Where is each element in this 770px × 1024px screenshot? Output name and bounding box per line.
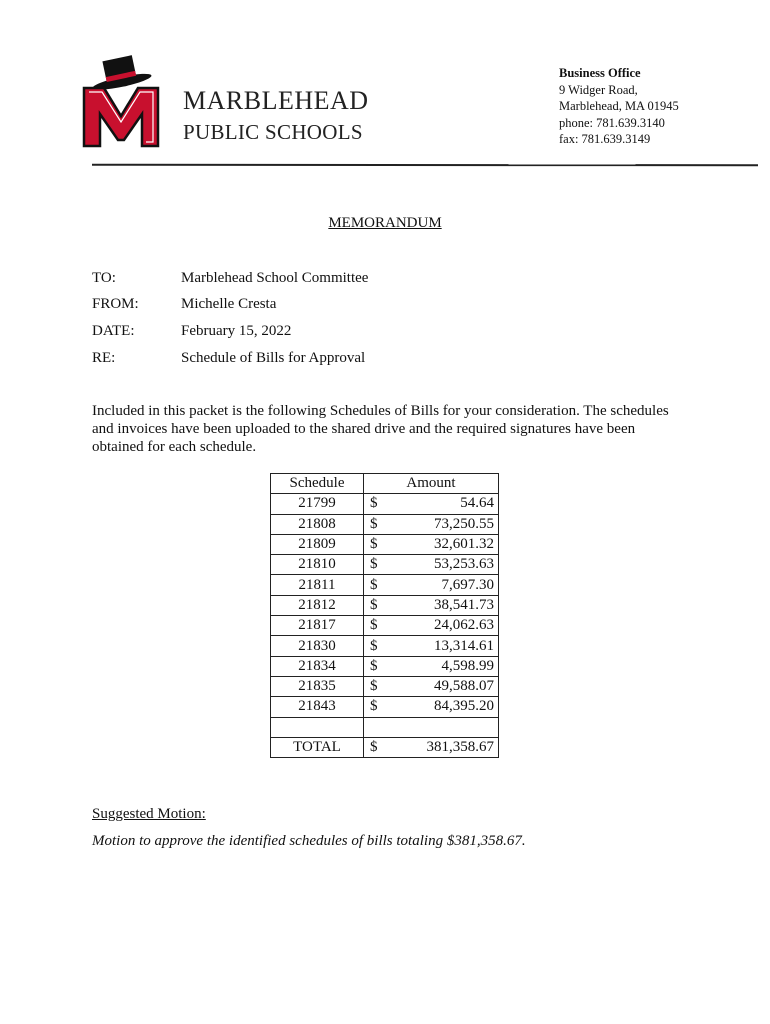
schedule-amount: 53,253.63 [394, 555, 499, 575]
table-total-row [271, 737, 499, 757]
currency-symbol: $ [364, 697, 395, 717]
table-spacer-row [271, 717, 499, 737]
memo-body-line: obtained for each schedule. [92, 439, 257, 455]
schedule-amount: 38,541.73 [394, 595, 499, 615]
from-value: Michelle Cresta [181, 296, 277, 312]
currency-symbol: $ [364, 636, 395, 656]
table-row [271, 697, 499, 717]
re-label: RE: [92, 350, 116, 366]
schedule-number: 21835 [271, 676, 364, 696]
currency-symbol: $ [364, 737, 395, 757]
schedule-amount: 54.64 [394, 494, 499, 514]
blank-cell [394, 717, 499, 737]
schedule-column-header: Schedule [271, 474, 364, 494]
currency-symbol: $ [364, 616, 395, 636]
schedule-amount: 13,314.61 [394, 636, 499, 656]
table-row [271, 494, 499, 514]
currency-symbol: $ [364, 534, 395, 554]
table-row [271, 575, 499, 595]
schedule-amount: 24,062.63 [394, 616, 499, 636]
table-row [271, 595, 499, 615]
currency-symbol: $ [364, 494, 395, 514]
schedule-number: 21843 [271, 697, 364, 717]
letter-m-icon [84, 88, 158, 146]
office-address-line1: 9 Widger Road, [559, 82, 638, 97]
table-row [271, 676, 499, 696]
to-value: Marblehead School Committee [181, 270, 369, 286]
school-subtitle: PUBLIC SCHOOLS [183, 120, 363, 144]
table-row [271, 636, 499, 656]
amount-column-header: Amount [364, 474, 499, 494]
office-address-line2: Marblehead, MA 01945 [559, 99, 679, 113]
schedule-amount: 4,598.99 [394, 656, 499, 676]
table-row [271, 514, 499, 534]
table-row [271, 656, 499, 676]
office-heading: Business Office [559, 66, 641, 80]
currency-symbol: $ [364, 656, 395, 676]
from-label: FROM: [92, 296, 139, 312]
memo-body-line: and invoices have been uploaded to the shared drive and the required signatures have been [92, 421, 636, 437]
schedule-number: 21810 [271, 555, 364, 575]
table-row [271, 616, 499, 636]
table-header-row [271, 474, 499, 494]
schedule-amount: 49,588.07 [394, 676, 499, 696]
memo-body [92, 402, 692, 456]
office-phone: phone: 781.639.3140 [559, 115, 665, 130]
total-label: TOTAL [271, 737, 364, 757]
marblehead-m-logo [80, 54, 162, 150]
date-label: DATE: [92, 323, 135, 339]
schedule-number: 21811 [271, 575, 364, 595]
schedule-amount: 32,601.32 [394, 534, 499, 554]
currency-symbol: $ [364, 514, 395, 534]
currency-symbol: $ [364, 575, 395, 595]
schedule-number: 21812 [271, 595, 364, 615]
schedule-number: 21834 [271, 656, 364, 676]
to-label: TO: [92, 270, 116, 286]
blank-cell [364, 717, 395, 737]
currency-symbol: $ [364, 555, 395, 575]
memo-title: MEMORANDUM [328, 215, 442, 231]
suggested-motion-heading: Suggested Motion: [92, 806, 206, 822]
schedule-number: 21809 [271, 534, 364, 554]
schedule-amount: 84,395.20 [394, 697, 499, 717]
total-amount: 381,358.67 [394, 737, 499, 757]
currency-symbol: $ [364, 676, 395, 696]
schedule-amount: 73,250.55 [394, 514, 499, 534]
schedule-amount: 7,697.30 [394, 575, 499, 595]
header-divider [92, 164, 758, 167]
bills-schedule-table [270, 473, 499, 758]
schedule-number: 21808 [271, 514, 364, 534]
date-value: February 15, 2022 [181, 323, 292, 339]
blank-cell [271, 717, 364, 737]
suggested-motion-text: Motion to approve the identified schedules of bills totaling $381,358.67. [92, 833, 526, 849]
table-row [271, 534, 499, 554]
school-name: MARBLEHEAD [183, 86, 369, 115]
office-fax: fax: 781.639.3149 [559, 132, 651, 146]
schedule-number: 21830 [271, 636, 364, 656]
business-office-address [559, 65, 679, 148]
schedule-number: 21799 [271, 494, 364, 514]
table-row [271, 555, 499, 575]
memo-body-line: Included in this packet is the following Schedules of Bills for your consideration. The schedules [92, 403, 669, 419]
currency-symbol: $ [364, 595, 395, 615]
schedule-number: 21817 [271, 616, 364, 636]
re-value: Schedule of Bills for Approval [181, 350, 366, 366]
